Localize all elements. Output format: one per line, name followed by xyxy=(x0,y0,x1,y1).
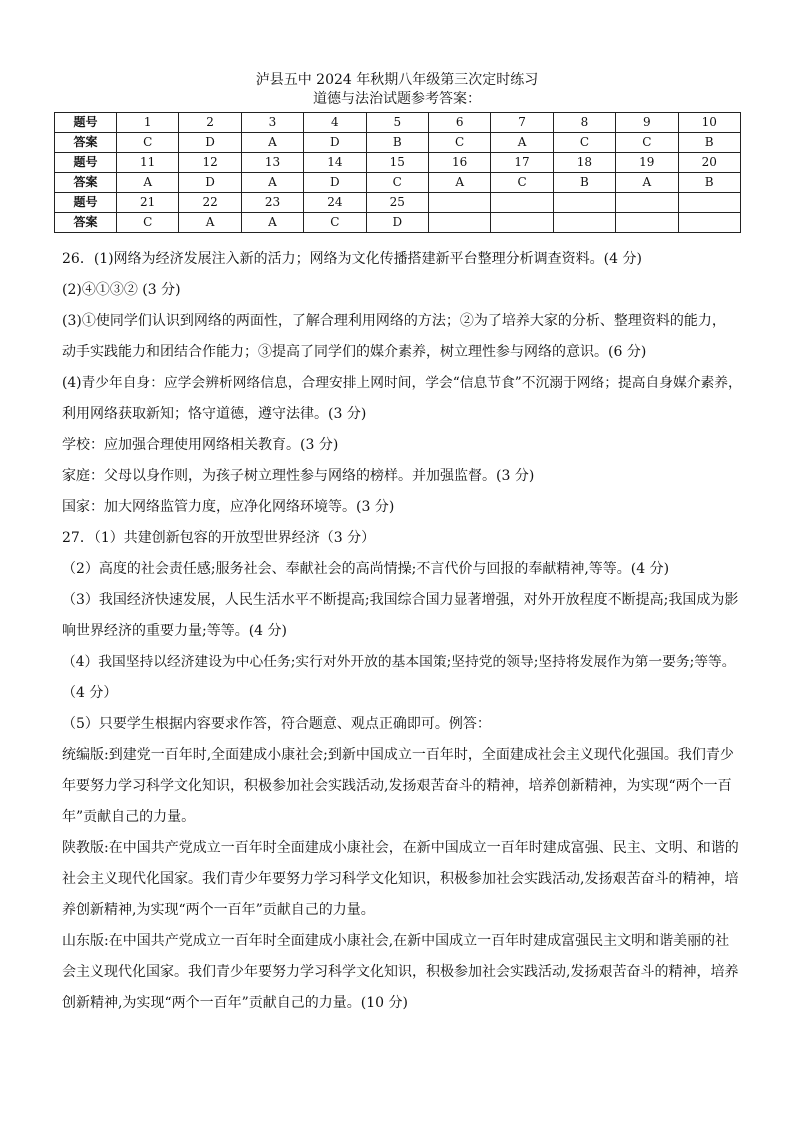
answer-table-cell xyxy=(616,193,678,213)
answer-table-cell: A xyxy=(241,133,303,153)
answer-table-cell: 7 xyxy=(491,113,553,133)
answer-text-line: （5）只要学生根据内容要求作答，符合题意、观点正确即可。例答： xyxy=(62,716,491,732)
answer-table-row xyxy=(55,193,741,213)
answer-table-cell: D xyxy=(304,133,366,153)
answer-table-cell: 17 xyxy=(491,153,553,173)
answer-table-cell: A xyxy=(179,213,241,233)
answer-table-cell: A xyxy=(241,213,303,233)
document-title: 泸县五中 2024 年秋期八年级第三次定时练习 xyxy=(255,72,539,88)
answer-text-line: 会主义现代化国家。我们青少年要努力学习科学文化知识，积极参加社会实践活动,发扬艰苦奋斗的精神，培养 xyxy=(62,964,739,980)
answer-table-cell: A xyxy=(428,173,490,193)
answer-table-cell: A xyxy=(491,133,553,153)
answer-table-cell: 6 xyxy=(428,113,490,133)
answer-text-line: (2)④①③② (3 分) xyxy=(62,282,181,298)
row-label: 答案 xyxy=(55,173,117,193)
answer-text-line: 社会主义现代化国家。我们青少年要努力学习科学文化知识，积极参加社会实践活动,发扬艰苦奋斗的精神，培 xyxy=(62,871,739,887)
answer-table-cell: 23 xyxy=(241,193,303,213)
answer-text-line: (4)青少年自身：应学会辨析网络信息，合理安排上网时间，学会“信息节食”不沉溺于网络；提高自身媒介素养， xyxy=(62,375,742,391)
row-label: 答案 xyxy=(55,133,117,153)
answer-text-line: （2）高度的社会责任感;服务社会、奉献社会的高尚情操;不言代价与回报的奉献精神,等等。(4 分) xyxy=(62,561,670,577)
answer-table-cell xyxy=(553,213,615,233)
answer-table-cell: 2 xyxy=(179,113,241,133)
answer-table-cell: 21 xyxy=(117,193,179,213)
answer-table-cell: A xyxy=(616,173,678,193)
answer-table-cell xyxy=(428,193,490,213)
answer-table-cell: C xyxy=(616,133,678,153)
row-label: 题号 xyxy=(55,193,117,213)
answer-table-cell: 1 xyxy=(117,113,179,133)
answer-text-line: 年”贡献自己的力量。 xyxy=(62,809,196,825)
answer-table-cell: D xyxy=(366,213,428,233)
answer-table-cell: 4 xyxy=(304,113,366,133)
answer-table-cell xyxy=(678,213,740,233)
answer-table-row xyxy=(55,173,741,193)
answer-text-line: （3）我国经济快速发展，人民生活水平不断提高;我国综合国力显著增强，对外开放程度不断提高;我国成为影 xyxy=(62,592,739,608)
answer-table-cell xyxy=(491,193,553,213)
answer-text-line: （4 分） xyxy=(62,685,118,701)
answer-table-cell: 11 xyxy=(117,153,179,173)
answer-table xyxy=(54,112,741,233)
answer-text-line: 陕教版:在中国共产党成立一百年时全面建成小康社会，在新中国成立一百年时建成富强、民主、文明、和谐的 xyxy=(62,840,739,856)
answer-table-cell: D xyxy=(304,173,366,193)
answer-table-row xyxy=(55,113,741,133)
answer-table-cell: C xyxy=(117,213,179,233)
answer-table-cell: D xyxy=(179,173,241,193)
answer-table-cell: 19 xyxy=(616,153,678,173)
answer-table-cell: B xyxy=(553,173,615,193)
answer-table-cell: 24 xyxy=(304,193,366,213)
answer-table-cell xyxy=(553,193,615,213)
answer-table-row xyxy=(55,213,741,233)
answer-table-cell: C xyxy=(366,173,428,193)
answer-text-line: 山东版:在中国共产党成立一百年时全面建成小康社会,在新中国成立一百年时建成富强民主文明和谐美丽的社 xyxy=(62,933,730,949)
answer-table-cell: 25 xyxy=(366,193,428,213)
answer-text-line: 响世界经济的重要力量;等等。(4 分) xyxy=(62,623,287,639)
answer-text-line: 养创新精神,为实现“两个一百年”贡献自己的力量。 xyxy=(62,902,375,918)
answer-text-line: 动手实践能力和团结合作能力；③提高了同学们的媒介素养，树立理性参与网络的意识。(6 分) xyxy=(62,344,647,360)
answer-table-cell: 3 xyxy=(241,113,303,133)
answer-table-cell: C xyxy=(553,133,615,153)
answer-text-line: 创新精神,为实现“两个一百年”贡献自己的力量。(10 分) xyxy=(62,995,408,1011)
answer-text-line: 家庭：父母以身作则，为孩子树立理性参与网络的榜样。并加强监督。(3 分) xyxy=(62,468,535,484)
answer-table-cell xyxy=(491,213,553,233)
answer-table-cell: 18 xyxy=(553,153,615,173)
answer-table-cell: A xyxy=(241,173,303,193)
answer-text-line: (3)①使同学们认识到网络的两面性，了解合理利用网络的方法；②为了培养大家的分析、整理资料的能力， xyxy=(62,313,726,329)
answer-table-cell: C xyxy=(304,213,366,233)
answer-text-line: 统编版:到建党一百年时,全面建成小康社会;到新中国成立一百年时，全面建成社会主义现代化强国。我们青少 xyxy=(62,747,734,763)
answer-text-line: 利用网络获取新知；恪守道德，遵守法律。(3 分) xyxy=(62,406,367,422)
answer-text-line: 26．(1)网络为经济发展注入新的活力；网络为文化传播搭建新平台整理分析调查资料。(4 分) xyxy=(62,251,642,267)
answer-table-cell: 22 xyxy=(179,193,241,213)
answer-table-cell: C xyxy=(117,133,179,153)
answer-table-cell: 9 xyxy=(616,113,678,133)
answer-table-cell: B xyxy=(678,133,740,153)
answer-table-cell: B xyxy=(366,133,428,153)
answer-table-cell: A xyxy=(117,173,179,193)
answer-table-cell: 13 xyxy=(241,153,303,173)
answer-table-cell: D xyxy=(179,133,241,153)
row-label: 题号 xyxy=(55,153,117,173)
answer-table-cell: 16 xyxy=(428,153,490,173)
answer-table-cell: 5 xyxy=(366,113,428,133)
answer-table-cell: C xyxy=(428,133,490,153)
answer-table-cell: 10 xyxy=(678,113,740,133)
answer-table-cell: C xyxy=(491,173,553,193)
answer-table-cell: 8 xyxy=(553,113,615,133)
answer-table-cell xyxy=(616,213,678,233)
answer-text-line: 国家：加大网络监管力度，应净化网络环境等。(3 分) xyxy=(62,499,395,515)
answer-table-cell: 12 xyxy=(179,153,241,173)
answer-table-cell xyxy=(678,193,740,213)
answer-text-line: 学校：应加强合理使用网络相关教育。(3 分) xyxy=(62,437,339,453)
answer-explanations xyxy=(62,244,742,1019)
document-subtitle: 道德与法治试题参考答案： xyxy=(313,91,481,107)
answer-table-cell: 14 xyxy=(304,153,366,173)
answer-table-row xyxy=(55,133,741,153)
answer-table-cell: B xyxy=(678,173,740,193)
answer-text-line: 27．（1）共建创新包容的开放型世界经济（3 分） xyxy=(62,530,376,546)
answer-table-cell: 20 xyxy=(678,153,740,173)
answer-table-cell: 15 xyxy=(366,153,428,173)
answer-table-cell xyxy=(428,213,490,233)
answer-text-line: 年要努力学习科学文化知识，积极参加社会实践活动,发扬艰苦奋斗的精神，培养创新精神，为实现“两个一百 xyxy=(62,778,732,794)
answer-text-line: （4）我国坚持以经济建设为中心任务;实行对外开放的基本国策;坚持党的领导;坚持将发展作为第一要务;等等。 xyxy=(62,654,736,670)
row-label: 题号 xyxy=(55,113,117,133)
answer-table-row xyxy=(55,153,741,173)
row-label: 答案 xyxy=(55,213,117,233)
